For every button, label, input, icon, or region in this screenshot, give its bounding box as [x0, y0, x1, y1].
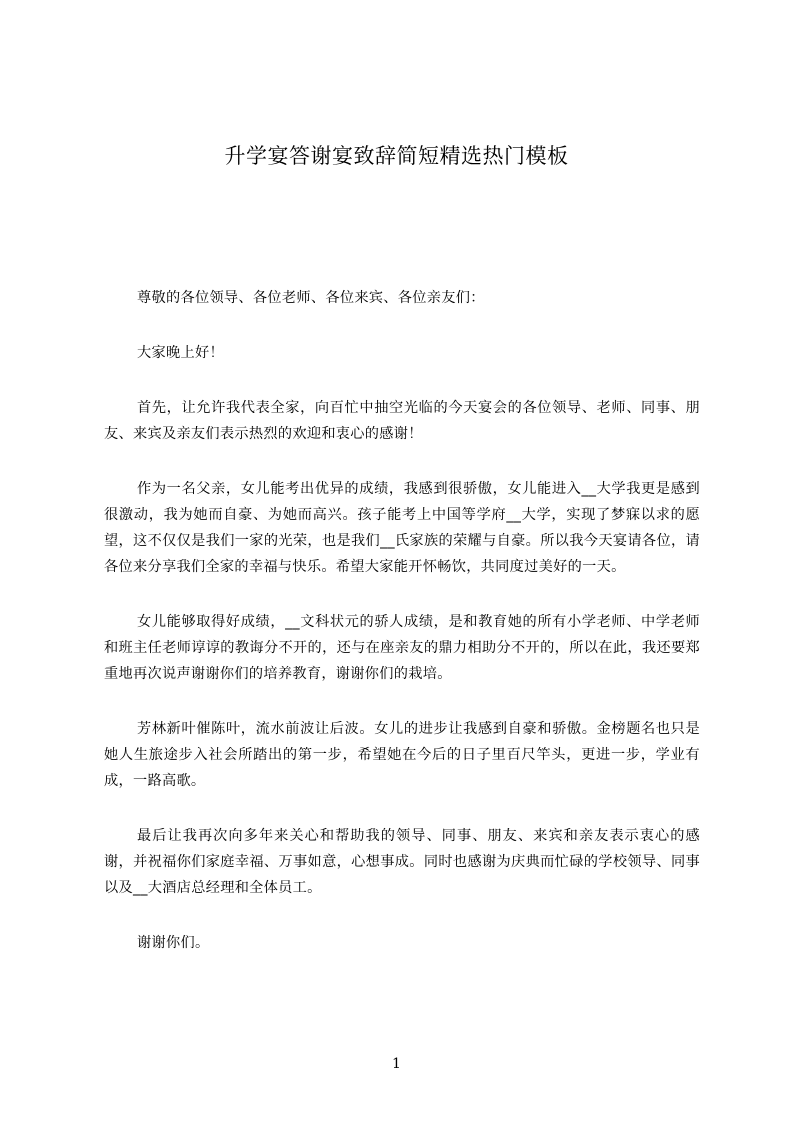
paragraph-greeting: 大家晚上好！: [137, 345, 224, 361]
paragraph-teachers: 女儿能够取得好成绩，__文科状元的骄人成绩，是和教育她的所有小学老师、中学老师和班主任老师谆谆的教诲分不开的，还与在座亲友的鼎力相助分不开的，所以在此，我还要郑重地再次说声谢谢你们的培养教育，谢谢你们的栽培。: [104, 614, 700, 682]
paragraph-salutation: 尊敬的各位领导、各位老师、各位来宾、各位亲友们：: [137, 290, 485, 306]
document-body: [104, 285, 700, 985]
paragraph-thanks: 最后让我再次向多年来关心和帮助我的领导、同事、朋友、来宾和亲友表示衷心的感谢，并祝福你们家庭幸福、万事如意，心想事成。同时也感谢为庆典而忙碌的学校领导、同事以及__大酒店总经理和全体员工。: [104, 828, 700, 896]
page-number: 1: [392, 1056, 401, 1072]
paragraph-wishes: 芳林新叶催陈叶，流水前波让后波。女儿的进步让我感到自豪和骄傲。金榜题名也只是她人生旅途步入社会所踏出的第一步，希望她在今后的日子里百尺竿头，更进一步，学业有成，一路高歌。: [104, 721, 700, 789]
paragraph-closing: 谢谢你们。: [137, 935, 210, 951]
document-title: 升学宴答谢宴致辞简短精选热门模板: [224, 144, 569, 168]
paragraph-welcome: 首先，让允许我代表全家，向百忙中抽空光临的今天宴会的各位领导、老师、同事、朋友、来宾及亲友们表示热烈的欢迎和衷心的感谢！: [104, 400, 700, 442]
paragraph-pride: 作为一名父亲，女儿能考出优异的成绩，我感到很骄傲，女儿能进入__大学我更是感到很激动，我为她而自豪、为她而高兴。孩子能考上中国等学府__大学，实现了梦寐以求的愿望，这不仅仅是我们一家的光荣，也是我们__氏家族的荣耀与自豪。所以我今天宴请各位，请各位来分享我们全家的幸福与快乐。希望大家能开怀畅饮，共同度过美好的一天。: [104, 481, 700, 575]
